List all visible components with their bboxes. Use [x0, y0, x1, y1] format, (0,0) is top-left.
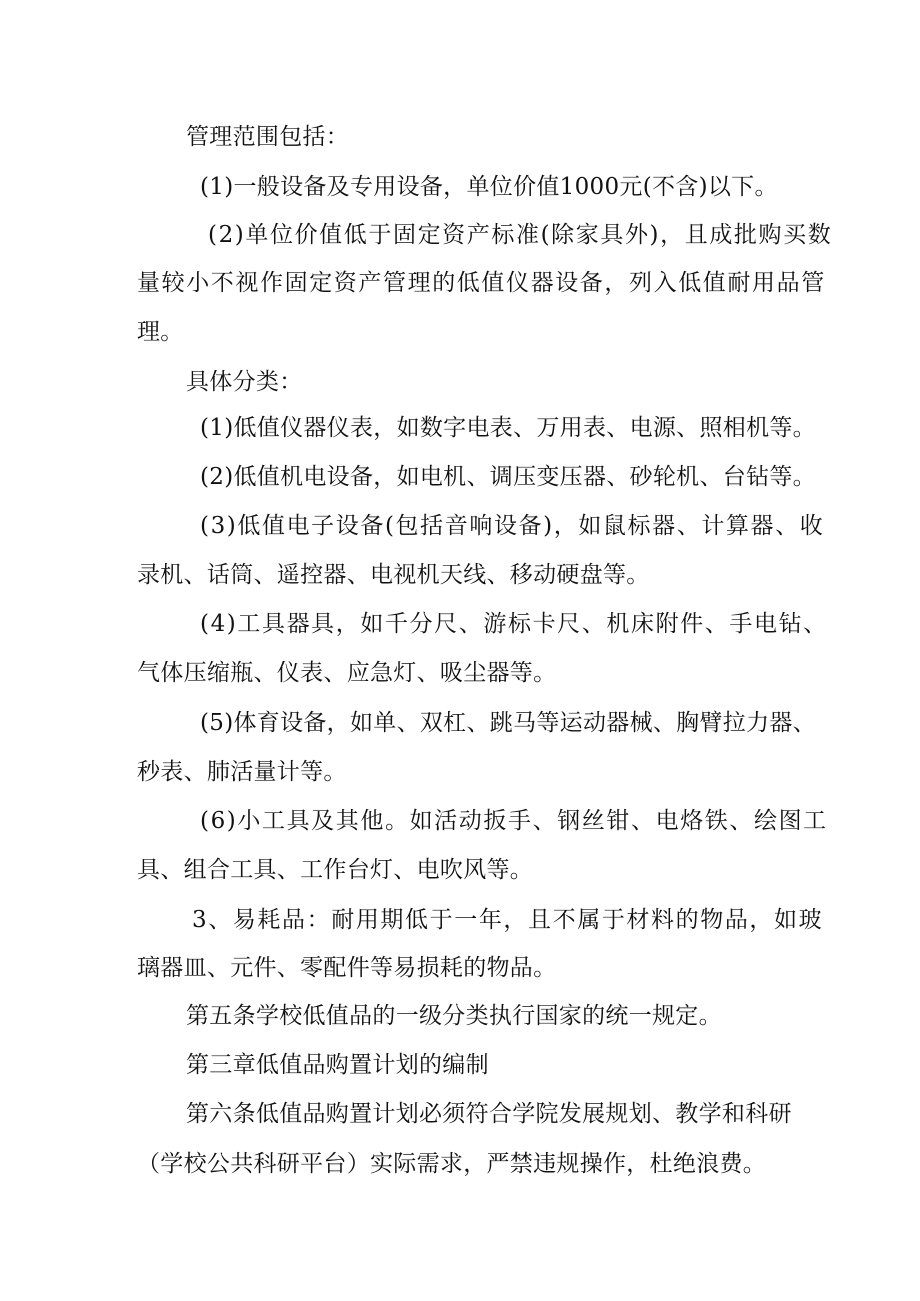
consumables-line-2: 璃器皿、元件、零配件等易损耗的物品。 — [137, 955, 557, 981]
category-item-2: (2)低值机电设备，如电机、调压变压器、砂轮机、台钻等。 — [200, 464, 816, 490]
category-item-6-line-2: 具、组合工具、工作台灯、电吹风等。 — [137, 857, 534, 883]
consumables-line-1: 3、易耗品：耐用期低于一年，且不属于材料的物品，如玻 — [192, 907, 824, 933]
article-6-line-1: 第六条低值品购置计划必须符合学院发展规划、教学和科研 — [186, 1101, 792, 1127]
article-6-line-2: （学校公共科研平台）实际需求，严禁违规操作，杜绝浪费。 — [137, 1151, 767, 1177]
category-item-4-line-1: (4)工具器具，如千分尺、游标卡尺、机床附件、手电钻、 — [200, 611, 828, 637]
scope-item-2-line-3: 理。 — [137, 319, 184, 345]
category-item-3-line-2: 录机、话筒、遥控器、电视机天线、移动硬盘等。 — [137, 562, 650, 588]
paragraph-classification-heading: 具体分类： — [186, 369, 303, 395]
category-item-4-line-2: 气体压缩瓶、仪表、应急灯、吸尘器等。 — [137, 660, 557, 686]
paragraph-scope-heading: 管理范围包括： — [186, 124, 350, 150]
scope-item-2-line-2: 量较小不视作固定资产管理的低值仪器设备，列入低值耐用品管 — [137, 270, 826, 296]
category-item-5-line-1: (5)体育设备，如单、双杠、跳马等运动器械、胸臂拉力器、 — [200, 710, 816, 736]
scope-item-1: (1)一般设备及专用设备，单位价值1000元(不含)以下。 — [200, 174, 778, 200]
category-item-6-line-1: (6)小工具及其他。如活动扳手、钢丝钳、电烙铁、绘图工 — [200, 808, 828, 834]
scope-item-2-line-1: (2)单位价值低于固定资产标准(除家具外)，且成批购买数 — [208, 222, 833, 248]
category-item-3-line-1: (3)低值电子设备(包括音响设备)，如鼠标器、计算器、收 — [200, 513, 825, 539]
chapter-3-heading: 第三章低值品购置计划的编制 — [186, 1052, 489, 1078]
category-item-5-line-2: 秒表、肺活量计等。 — [137, 759, 347, 785]
category-item-1: (1)低值仪器仪表，如数字电表、万用表、电源、照相机等。 — [200, 415, 816, 441]
article-5: 第五条学校低值品的一级分类执行国家的统一规定。 — [186, 1003, 722, 1029]
